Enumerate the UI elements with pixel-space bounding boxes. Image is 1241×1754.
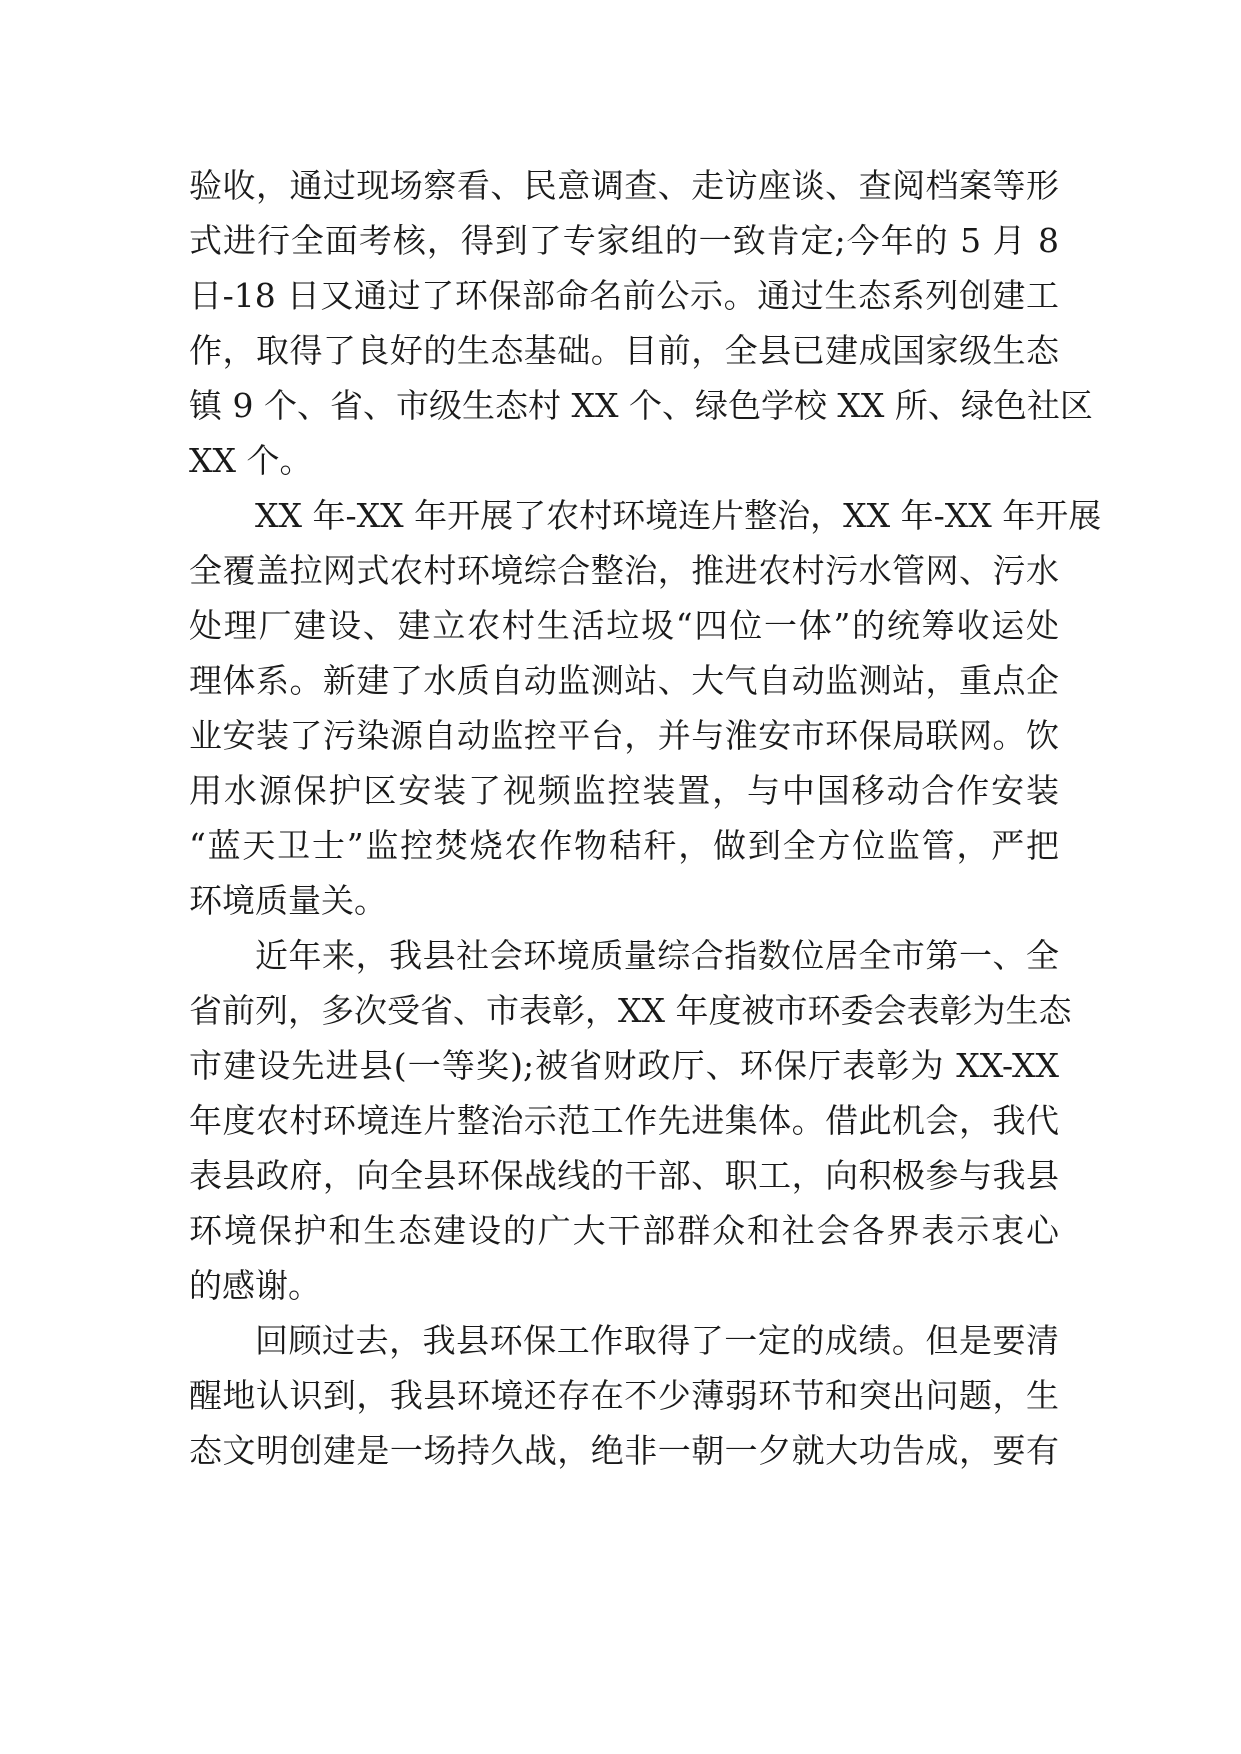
- paragraph-3: [189, 928, 1072, 1313]
- text-line: 环境质量关。: [189, 881, 387, 920]
- text-line: 验收，通过现场察看、民意调查、走访座谈、查阅档案等形: [189, 166, 1059, 205]
- text-line: 式进行全面考核，得到了专家组的一致肯定;今年的 5 月 8: [189, 221, 1059, 260]
- text-line: 的感谢。: [189, 1266, 321, 1305]
- text-line: 省前列，多次受省、市表彰，XX 年度被市环委会表彰为生态: [189, 991, 1072, 1030]
- paragraph-2: [189, 488, 1102, 928]
- text-line: 镇 9 个、省、市级生态村 XX 个、绿色学校 XX 所、绿色社区: [189, 386, 1093, 425]
- text-line: 态文明创建是一场持久战，绝非一朝一夕就大功告成，要有: [189, 1431, 1059, 1470]
- text-line: 作，取得了良好的生态基础。目前，全县已建成国家级生态: [189, 331, 1059, 370]
- document-body: [189, 158, 1102, 1478]
- text-line: 年度农村环境连片整治示范工作先进集体。借此机会，我代: [189, 1101, 1059, 1140]
- text-line: 回顾过去，我县环保工作取得了一定的成绩。但是要清: [255, 1321, 1059, 1360]
- text-line: 市建设先进县(一等奖);被省财政厅、环保厅表彰为 XX-XX: [189, 1046, 1059, 1085]
- text-line: 表县政府，向全县环保战线的干部、职工，向积极参与我县: [189, 1156, 1059, 1195]
- paragraph-4: [189, 1313, 1059, 1478]
- text-line: 环境保护和生态建设的广大干部群众和社会各界表示衷心: [189, 1211, 1059, 1250]
- text-line: “蓝天卫士”监控焚烧农作物秸秆，做到全方位监管，严把: [189, 826, 1059, 865]
- text-line: XX 年-XX 年开展了农村环境连片整治，XX 年-XX 年开展: [255, 496, 1102, 535]
- text-line: 理体系。新建了水质自动监测站、大气自动监测站，重点企: [189, 661, 1059, 700]
- text-line: 醒地认识到，我县环境还存在不少薄弱环节和突出问题，生: [189, 1376, 1059, 1415]
- text-line: 业安装了污染源自动监控平台，并与淮安市环保局联网。饮: [189, 716, 1059, 755]
- text-line: 日-18 日又通过了环保部命名前公示。通过生态系列创建工: [189, 276, 1059, 315]
- text-line: XX 个。: [189, 441, 313, 480]
- text-line: 全覆盖拉网式农村环境综合整治，推进农村污水管网、污水: [189, 551, 1059, 590]
- paragraph-1: [189, 158, 1093, 488]
- text-line: 处理厂建设、建立农村生活垃圾“四位一体”的统筹收运处: [189, 606, 1059, 645]
- text-line: 用水源保护区安装了视频监控装置，与中国移动合作安装: [189, 771, 1059, 810]
- text-line: 近年来，我县社会环境质量综合指数位居全市第一、全: [255, 936, 1059, 975]
